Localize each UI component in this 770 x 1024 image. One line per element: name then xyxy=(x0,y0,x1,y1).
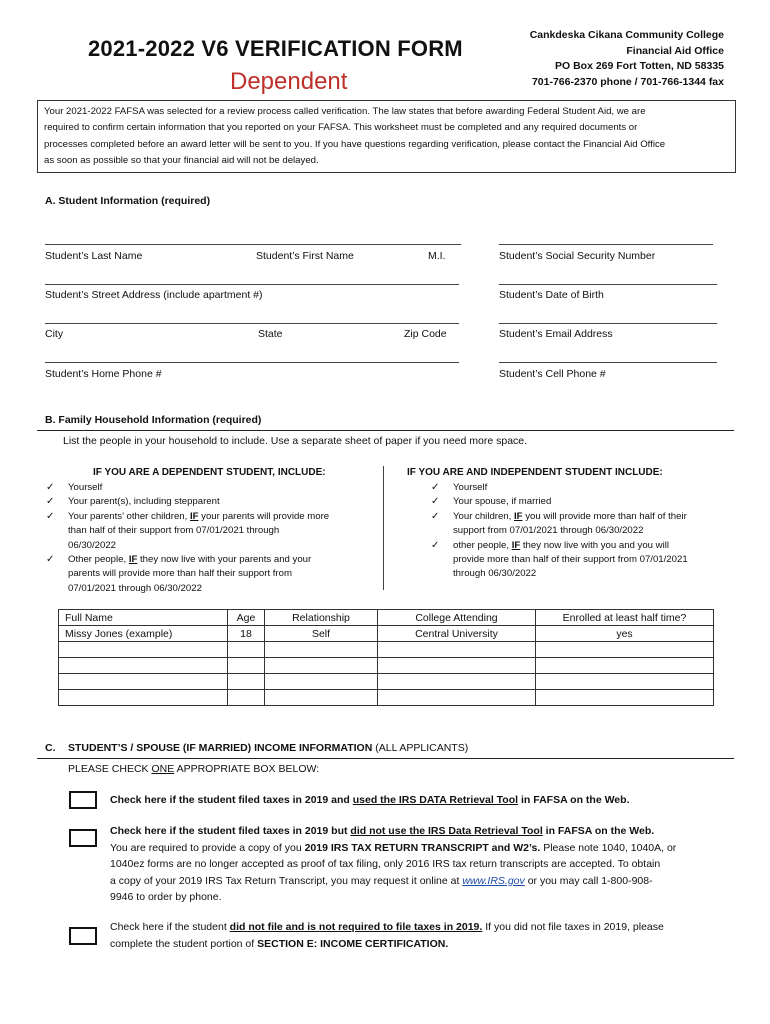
checkmark-icon: ✓ xyxy=(46,496,55,508)
table-cell[interactable] xyxy=(378,674,536,690)
email-field-line[interactable] xyxy=(499,323,717,324)
table-cell[interactable] xyxy=(378,690,536,706)
header-college: College Attending xyxy=(378,610,536,626)
name-field-line[interactable] xyxy=(45,244,461,245)
example-college: Central University xyxy=(378,626,536,642)
table-row xyxy=(59,626,714,642)
list-item: ✓ Your parent(s), including stepparent xyxy=(46,495,376,509)
table-cell[interactable] xyxy=(228,690,265,706)
state-label: State xyxy=(258,328,283,340)
college-name: Cankdeska Cikana Community College xyxy=(529,29,724,41)
section-b-divider xyxy=(37,430,734,431)
checkmark-icon: ✓ xyxy=(431,482,440,493)
dob-field-line[interactable] xyxy=(499,284,717,285)
dependent-list xyxy=(46,481,376,596)
option-no-irs-drt: Check here if the student filed taxes in 2019 but did not use the IRS Data Retrieval Tool in FAFSA on the Web. You are required to provide a copy of you 2019 IRS TAX RETURN TRANSCRIPT and W2’s. Please note 1040, 1040A, or 1040ez forms are no longer accepted as proof of tax filing, only 2016 IRS tax return transcripts are accepted. To obtain a copy of your 2019 IRS Tax Return Transcript, you may request it online at www.IRS.gov or you may call 1-800-908- 9946 to order by phone. xyxy=(110,825,677,903)
checkmark-icon: ✓ xyxy=(46,554,55,566)
example-enrolled: yes xyxy=(536,626,714,642)
intro-box xyxy=(37,100,736,173)
table-row xyxy=(59,674,714,690)
dob-label: Student’s Date of Birth xyxy=(499,289,604,301)
table-cell[interactable] xyxy=(228,642,265,658)
checkbox-no-irs-drt[interactable] xyxy=(69,829,97,847)
table-cell[interactable] xyxy=(265,642,378,658)
email-label: Student’s Email Address xyxy=(499,328,613,340)
college-office: Financial Aid Office xyxy=(626,44,724,57)
list-item: ✓ Yourself xyxy=(431,481,731,495)
table-cell[interactable] xyxy=(228,674,265,690)
independent-column-heading: IF YOU ARE AND INDEPENDENT STUDENT INCLUDE: xyxy=(407,467,663,478)
section-c-divider xyxy=(37,758,734,759)
city-label: City xyxy=(45,328,64,340)
form-subtitle: Dependent xyxy=(230,68,348,95)
household-table xyxy=(58,609,714,706)
table-row xyxy=(59,658,714,674)
checkmark-icon: ✓ xyxy=(431,510,440,522)
checkbox-irs-drt[interactable] xyxy=(69,791,97,809)
cell-phone-label: Student’s Cell Phone # xyxy=(499,368,606,380)
checkmark-icon: ✓ xyxy=(46,482,55,493)
table-cell[interactable] xyxy=(265,690,378,706)
column-divider xyxy=(383,466,384,590)
list-item: ✓ other people, IF they now live with you and you will provide more than half of their support from 07/01/2021 through 06/30/2022 xyxy=(431,539,688,580)
cell-phone-field-line[interactable] xyxy=(499,362,717,363)
option-irs-drt: Check here if the student filed taxes in 2019 and used the IRS DATA Retrieval Tool in FAFSA on the Web. xyxy=(110,794,630,806)
section-b-instructions: List the people in your household to include. Use a separate sheet of paper if you need more space. xyxy=(63,435,528,447)
checkmark-icon: ✓ xyxy=(431,539,440,551)
table-cell[interactable] xyxy=(59,674,228,690)
independent-list xyxy=(431,481,731,582)
table-cell[interactable] xyxy=(536,658,714,674)
table-cell[interactable] xyxy=(265,658,378,674)
header-enrolled: Enrolled at least half time? xyxy=(536,610,714,626)
street-label: Student’s Street Address (include apartment #) xyxy=(45,289,263,301)
table-cell[interactable] xyxy=(265,674,378,690)
table-row xyxy=(59,690,714,706)
checkmark-icon: ✓ xyxy=(431,496,440,508)
list-item: ✓ Yourself xyxy=(46,481,376,495)
list-item: ✓ Your parents’ other children, IF your parents will provide more than half of their support from 07/01/2021 through 06/30/2022 xyxy=(46,510,330,551)
header-full-name: Full Name xyxy=(59,610,228,626)
ssn-field-line[interactable] xyxy=(499,244,713,245)
college-address: PO Box 269 Fort Totten, ND 58335 xyxy=(554,60,724,72)
zip-label: Zip Code xyxy=(404,328,447,340)
option-did-not-file: Check here if the student did not file and is not required to file taxes in 2019. If you did not file taxes in 2019, please complete the student portion of SECTION E: INCOME CERTIFICATION. xyxy=(110,921,664,950)
table-cell[interactable] xyxy=(378,658,536,674)
list-item: ✓ Your children, IF you will provide more than half of their support from 07/01/2021 through 06/30/2022 xyxy=(431,510,687,537)
last-name-label: Student’s Last Name xyxy=(45,250,143,262)
table-cell[interactable] xyxy=(536,642,714,658)
section-c-instruction: PLEASE CHECK ONE APPROPRIATE BOX BELOW: xyxy=(68,763,320,775)
table-cell[interactable] xyxy=(59,690,228,706)
intro-line: as soon as possible so that your financial aid will not be delayed. xyxy=(44,154,319,166)
table-cell[interactable] xyxy=(536,674,714,690)
home-phone-label: Student’s Home Phone # xyxy=(45,368,162,380)
table-cell[interactable] xyxy=(536,690,714,706)
example-name: Missy Jones (example) xyxy=(59,626,228,642)
table-cell[interactable] xyxy=(59,658,228,674)
college-phone: 701-766-2370 phone / 701-766-1344 fax xyxy=(531,75,724,88)
list-item: ✓ Other people, IF they now live with your parents and your parents will provide more than half their support from 07/01/2021 through 06/30/2022 xyxy=(46,554,312,594)
intro-line: Your 2021-2022 FAFSA was selected for a review process called verification. The law states that before awarding Federal Student Aid, we are xyxy=(44,106,646,117)
ssn-label: Student’s Social Security Number xyxy=(499,250,656,262)
table-cell[interactable] xyxy=(59,642,228,658)
street-field-line[interactable] xyxy=(45,284,459,285)
section-a-heading: A. Student Information (required) xyxy=(45,195,211,207)
irs-link[interactable]: www.IRS.gov xyxy=(462,874,525,887)
table-row xyxy=(59,642,714,658)
example-relationship: Self xyxy=(265,626,378,642)
section-b-heading: B. Family Household Information (required) xyxy=(45,414,262,426)
dependent-column-heading: IF YOU ARE A DEPENDENT STUDENT, INCLUDE: xyxy=(93,467,326,478)
list-item: ✓ Your spouse, if married xyxy=(431,495,731,509)
city-state-zip-field-line[interactable] xyxy=(45,323,459,324)
table-header-row xyxy=(59,610,714,626)
intro-line: processes completed before an award letter will be sent to you. If you have questions regarding verification, please contact the Financial Aid Office xyxy=(44,138,666,150)
section-c-letter: C. xyxy=(45,742,56,754)
header-age: Age xyxy=(228,610,265,626)
first-name-label: Student’s First Name xyxy=(256,250,354,262)
intro-line: required to confirm certain information that you reported on your FAFSA. This worksheet must be completed and any required documents or xyxy=(44,122,638,134)
checkbox-did-not-file[interactable] xyxy=(69,927,97,945)
form-title: 2021-2022 V6 VERIFICATION FORM xyxy=(88,36,463,61)
checkmark-icon: ✓ xyxy=(46,510,55,522)
example-age: 18 xyxy=(228,626,265,642)
home-phone-field-line[interactable] xyxy=(45,362,459,363)
college-contact-block xyxy=(530,28,724,90)
mi-label: M.I. xyxy=(428,250,446,262)
table-cell[interactable] xyxy=(228,658,265,674)
header-relationship: Relationship xyxy=(265,610,378,626)
table-cell[interactable] xyxy=(378,642,536,658)
section-c-heading: STUDENT’S / SPOUSE (IF MARRIED) INCOME INFORMATION (ALL APPLICANTS) xyxy=(68,742,469,754)
